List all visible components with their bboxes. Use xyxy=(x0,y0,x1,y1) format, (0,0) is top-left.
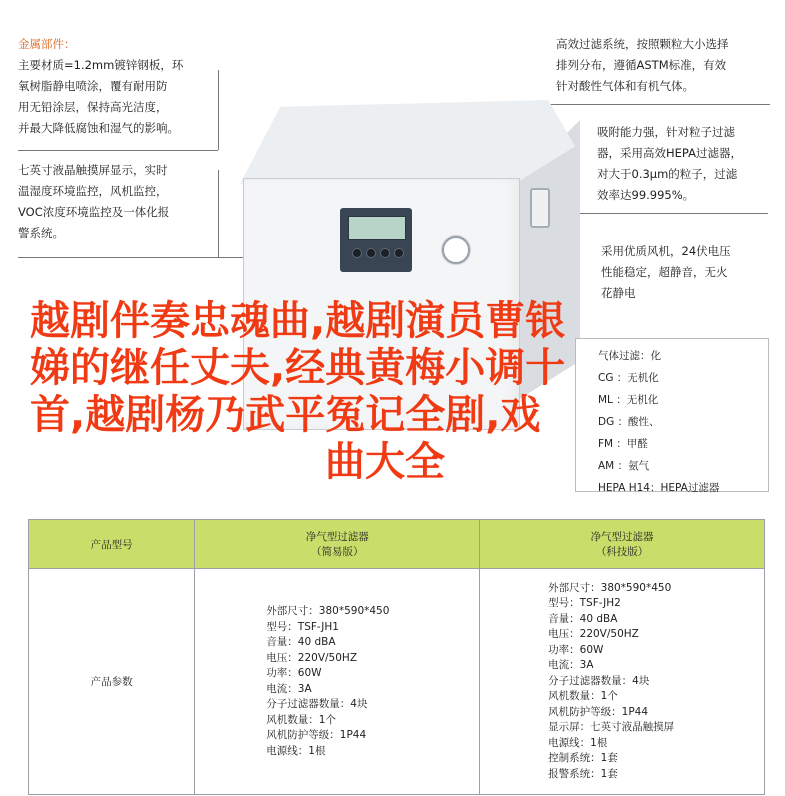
tech-param: 电源线：1根 xyxy=(548,736,608,749)
overlay-title xyxy=(0,298,785,486)
simple-param: 风机防护等级：1P44 xyxy=(266,729,367,741)
cabinet-top xyxy=(240,100,575,184)
metal-parts-line-1: 主要材质=1.2mm镀锌钢板，环 xyxy=(18,58,184,72)
lcd-line-3: VOC浓度环境监控及一体化报 xyxy=(18,205,170,219)
simple-param: 风机数量：1个 xyxy=(266,713,336,726)
side-handle-icon xyxy=(530,188,550,228)
tech-params-cell xyxy=(480,569,765,795)
tech-param: 显示屏：七英寸液晶触摸屏 xyxy=(548,721,675,734)
tech-params-list xyxy=(481,581,763,783)
metal-parts-line-3: 用无铅涂层，保持高光洁度， xyxy=(18,100,168,114)
filter-type-line-4: DG ：酸性、 xyxy=(598,416,660,428)
tech-param: 电流：3A xyxy=(548,659,594,672)
simple-param: 电流：3A xyxy=(266,682,312,695)
simple-param: 功率：60W xyxy=(266,667,322,679)
lcd-screen xyxy=(348,216,406,240)
product-spec-table xyxy=(28,519,765,795)
pressure-gauge-icon xyxy=(442,236,470,264)
lcd-description xyxy=(18,160,169,244)
leader-line-right-mid xyxy=(575,213,768,214)
header-tech-line-2: （科技版） xyxy=(595,546,649,558)
simple-param: 分子过滤器数量：4块 xyxy=(266,698,368,710)
tech-param: 控制系统：1套 xyxy=(548,752,618,765)
tech-param: 音量：40 dBA xyxy=(548,612,618,625)
fan-line-3: 花静电 xyxy=(601,286,636,300)
lcd-line-4: 警系统。 xyxy=(18,226,64,240)
lcd-control-panel xyxy=(340,208,412,272)
panel-button-2-icon xyxy=(366,248,376,258)
tech-param: 风机防护等级：1P44 xyxy=(548,705,649,718)
filter-type-line-3: ML ：无机化 xyxy=(598,394,659,406)
tech-param: 功率：60W xyxy=(548,643,604,656)
simple-params-cell xyxy=(195,569,480,795)
overlay-title-line-1: 越剧伴奏忠魂曲,越剧演员曹银 xyxy=(30,298,566,344)
simple-params-list xyxy=(196,604,478,759)
simple-param: 外部尺寸：380*590*450 xyxy=(266,605,390,617)
hepa-line-2: 器，采用高效HEPA过滤器， xyxy=(597,146,742,160)
filter-type-line-1: 气体过滤：化 xyxy=(598,350,661,362)
table-header-row xyxy=(29,520,765,569)
filter-system-line-3: 针对酸性气体和有机气体。 xyxy=(556,79,694,93)
simple-param: 电源线：1根 xyxy=(266,744,326,757)
leader-line-left-top-vertical xyxy=(218,70,219,150)
filter-system-description xyxy=(556,34,729,97)
fan-line-2: 性能稳定，超静音，无火 xyxy=(601,265,728,279)
filter-type-line-6: AM ：氨气 xyxy=(598,460,650,472)
simple-param: 音量：40 dBA xyxy=(266,636,336,648)
header-simple-line-1: 净气型过滤器 xyxy=(305,531,369,543)
overlay-title-line-3: 首,越剧杨乃武平冤记全剧,戏 xyxy=(30,392,541,438)
panel-button-1-icon xyxy=(352,248,362,258)
tech-param: 电压：220V/50HZ xyxy=(548,628,639,641)
metal-parts-line-2: 氧树脂静电喷涂，覆有耐用防 xyxy=(18,79,168,93)
metal-parts-description xyxy=(18,34,183,139)
tech-param: 报警系统：1套 xyxy=(548,767,618,780)
leader-line-right-top xyxy=(530,104,770,105)
tech-param: 型号：TSF-JH2 xyxy=(548,597,621,610)
hepa-line-3: 对大于0.3μm的粒子，过滤 xyxy=(597,167,738,181)
header-simple-version xyxy=(195,520,480,569)
lcd-line-2: 温湿度环境监控，风机监控， xyxy=(18,184,168,198)
tech-param: 分子过滤器数量：4块 xyxy=(548,674,650,687)
metal-parts-line-4: 并最大降低腐蚀和湿气的影响。 xyxy=(18,121,179,135)
leader-line-left-top xyxy=(18,150,218,151)
filter-type-line-5: FM ：甲醛 xyxy=(598,438,648,450)
fan-line-1: 采用优质风机，24伏电压 xyxy=(601,244,731,258)
filter-system-line-1: 高效过滤系统，按照颗粒大小选择 xyxy=(556,37,729,51)
hepa-line-1: 吸附能力强，针对粒子过滤 xyxy=(597,125,735,139)
header-model: 产品型号 xyxy=(29,520,195,569)
fan-description xyxy=(601,241,731,304)
lcd-line-1: 七英寸液晶触摸屏显示，实时 xyxy=(18,163,168,177)
panel-button-4-icon xyxy=(394,248,404,258)
tech-param: 风机数量：1个 xyxy=(548,690,618,703)
hepa-line-4: 效率达99.995%。 xyxy=(597,188,695,202)
simple-param: 型号：TSF-JH1 xyxy=(266,620,339,633)
filter-system-line-2: 排列分布，遵循ASTM标准，有效 xyxy=(556,58,727,72)
filter-type-line-7: HEPA H14：HEPA过滤器 xyxy=(598,482,720,494)
overlay-title-line-4: 曲大全 xyxy=(325,439,445,485)
header-tech-line-1: 净气型过滤器 xyxy=(590,531,654,543)
row-label-params: 产品参数 xyxy=(29,569,195,795)
tech-param: 外部尺寸：380*590*450 xyxy=(548,581,672,594)
metal-parts-title: 金属部件： xyxy=(18,37,76,51)
header-tech-version xyxy=(480,520,765,569)
overlay-title-line-2: 娣的继任丈夫,经典黄梅小调十 xyxy=(30,345,566,391)
table-row xyxy=(29,569,765,795)
filter-type-line-2: CG ：无机化 xyxy=(598,372,659,384)
header-simple-line-2: （简易版） xyxy=(310,546,364,558)
leader-line-left-mid-vertical xyxy=(218,170,219,257)
panel-button-3-icon xyxy=(380,248,390,258)
hepa-description xyxy=(597,122,742,206)
simple-param: 电压：220V/50HZ xyxy=(266,651,358,664)
